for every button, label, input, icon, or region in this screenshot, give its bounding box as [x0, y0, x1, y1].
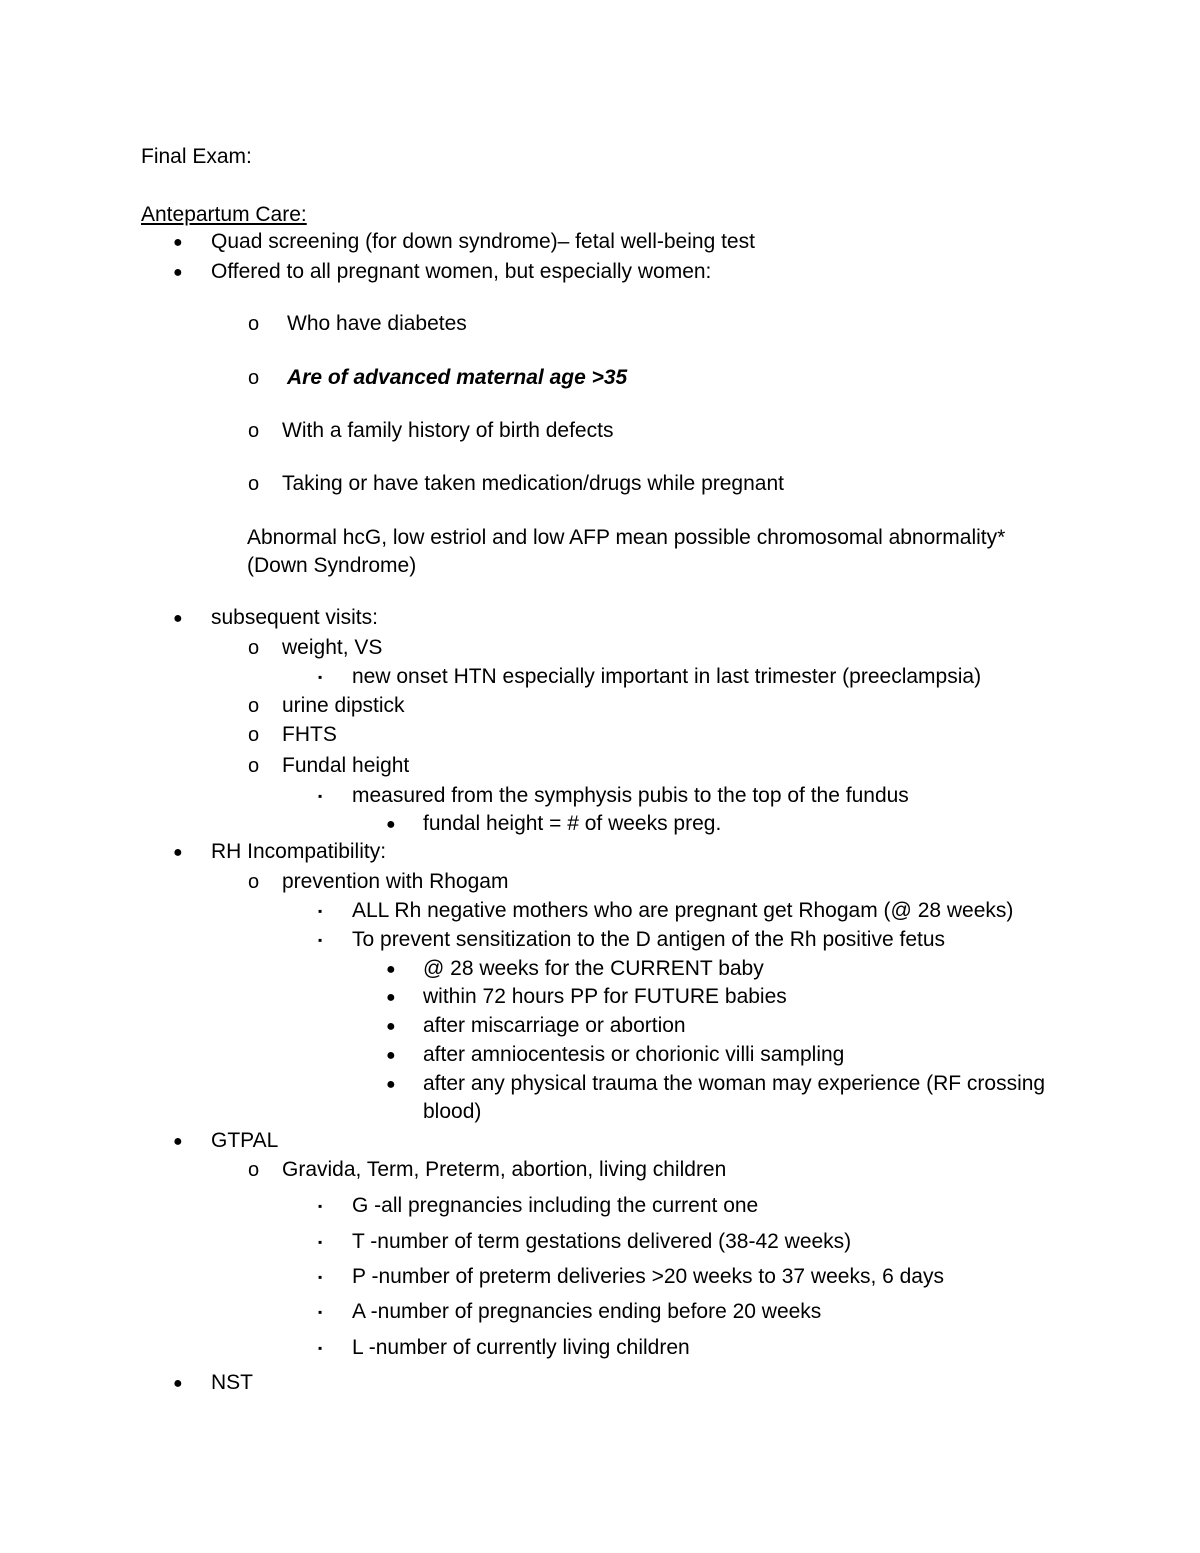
list-item: measured from the symphysis pubis to the top of the fundus — [352, 784, 909, 807]
list-item: RH Incompatibility: — [211, 840, 387, 863]
square-bullet-icon: ▪ — [318, 1341, 323, 1355]
bullet-icon: ● — [173, 1133, 183, 1150]
list-item: ALL Rh negative mothers who are pregnant get Rhogam (@ 28 weeks) — [352, 899, 1014, 922]
bullet-icon: ● — [386, 1047, 396, 1064]
section-heading-antepartum: Antepartum Care: — [141, 203, 307, 226]
list-item: urine dipstick — [282, 694, 405, 717]
list-item: L -number of currently living children — [352, 1336, 690, 1359]
circle-bullet-icon: o — [248, 755, 260, 777]
list-item: after amniocentesis or chorionic villi sampling — [423, 1043, 845, 1066]
list-item-continuation: blood) — [423, 1100, 482, 1123]
bullet-icon: ● — [173, 610, 183, 627]
bullet-icon: ● — [386, 961, 396, 978]
list-item: Taking or have taken medication/drugs while pregnant — [282, 472, 784, 495]
list-item: Offered to all pregnant women, but especially women: — [211, 260, 712, 283]
circle-bullet-icon: o — [248, 637, 260, 659]
bullet-icon: ● — [386, 816, 396, 833]
note-text: (Down Syndrome) — [247, 554, 417, 577]
square-bullet-icon: ▪ — [318, 1235, 323, 1249]
bullet-icon: ● — [173, 234, 183, 251]
list-item: Fundal height — [282, 754, 410, 777]
circle-bullet-icon: o — [248, 473, 260, 495]
list-item: fundal height = # of weeks preg. — [423, 812, 722, 835]
list-item: within 72 hours PP for FUTURE babies — [423, 985, 787, 1008]
list-item: after miscarriage or abortion — [423, 1014, 686, 1037]
list-item: Gravida, Term, Preterm, abortion, living children — [282, 1158, 727, 1181]
bullet-icon: ● — [173, 1375, 183, 1392]
bullet-icon: ● — [386, 1018, 396, 1035]
square-bullet-icon: ▪ — [318, 670, 323, 684]
list-item: after any physical trauma the woman may experience (RF crossing — [423, 1072, 1046, 1095]
bullet-icon: ● — [386, 1076, 396, 1093]
square-bullet-icon: ▪ — [318, 933, 323, 947]
list-item: To prevent sensitization to the D antigen of the Rh positive fetus — [352, 928, 946, 951]
list-item: NST — [211, 1371, 253, 1394]
list-item: A -number of pregnancies ending before 20 weeks — [352, 1300, 822, 1323]
list-item: new onset HTN especially important in last trimester (preeclampsia) — [352, 665, 982, 688]
square-bullet-icon: ▪ — [318, 1270, 323, 1284]
bullet-icon: ● — [386, 989, 396, 1006]
circle-bullet-icon: o — [248, 1159, 260, 1181]
list-item: weight, VS — [282, 636, 383, 659]
list-item: Who have diabetes — [287, 312, 467, 335]
circle-bullet-icon: o — [248, 420, 260, 442]
list-item: subsequent visits: — [211, 606, 378, 629]
list-item: @ 28 weeks for the CURRENT baby — [423, 957, 764, 980]
circle-bullet-icon: o — [248, 313, 260, 335]
square-bullet-icon: ▪ — [318, 1305, 323, 1319]
circle-bullet-icon: o — [248, 871, 260, 893]
bullet-icon: ● — [173, 844, 183, 861]
list-item: P -number of preterm deliveries >20 weeks to 37 weeks, 6 days — [352, 1265, 944, 1288]
list-item: G -all pregnancies including the current one — [352, 1194, 759, 1217]
circle-bullet-icon: o — [248, 367, 260, 389]
square-bullet-icon: ▪ — [318, 789, 323, 803]
circle-bullet-icon: o — [248, 724, 260, 746]
list-item: prevention with Rhogam — [282, 870, 509, 893]
list-item: Quad screening (for down syndrome)– fetal well-being test — [211, 230, 755, 253]
square-bullet-icon: ▪ — [318, 1199, 323, 1213]
document-title: Final Exam: — [141, 145, 252, 168]
list-item: FHTS — [282, 723, 337, 746]
list-item: T -number of term gestations delivered (38-42 weeks) — [352, 1230, 852, 1253]
square-bullet-icon: ▪ — [318, 904, 323, 918]
list-item: With a family history of birth defects — [282, 419, 614, 442]
list-item: Are of advanced maternal age >35 — [287, 366, 628, 389]
list-item: GTPAL — [211, 1129, 279, 1152]
note-text: Abnormal hcG, low estriol and low AFP mean possible chromosomal abnormality* — [247, 526, 1006, 549]
bullet-icon: ● — [173, 264, 183, 281]
circle-bullet-icon: o — [248, 695, 260, 717]
